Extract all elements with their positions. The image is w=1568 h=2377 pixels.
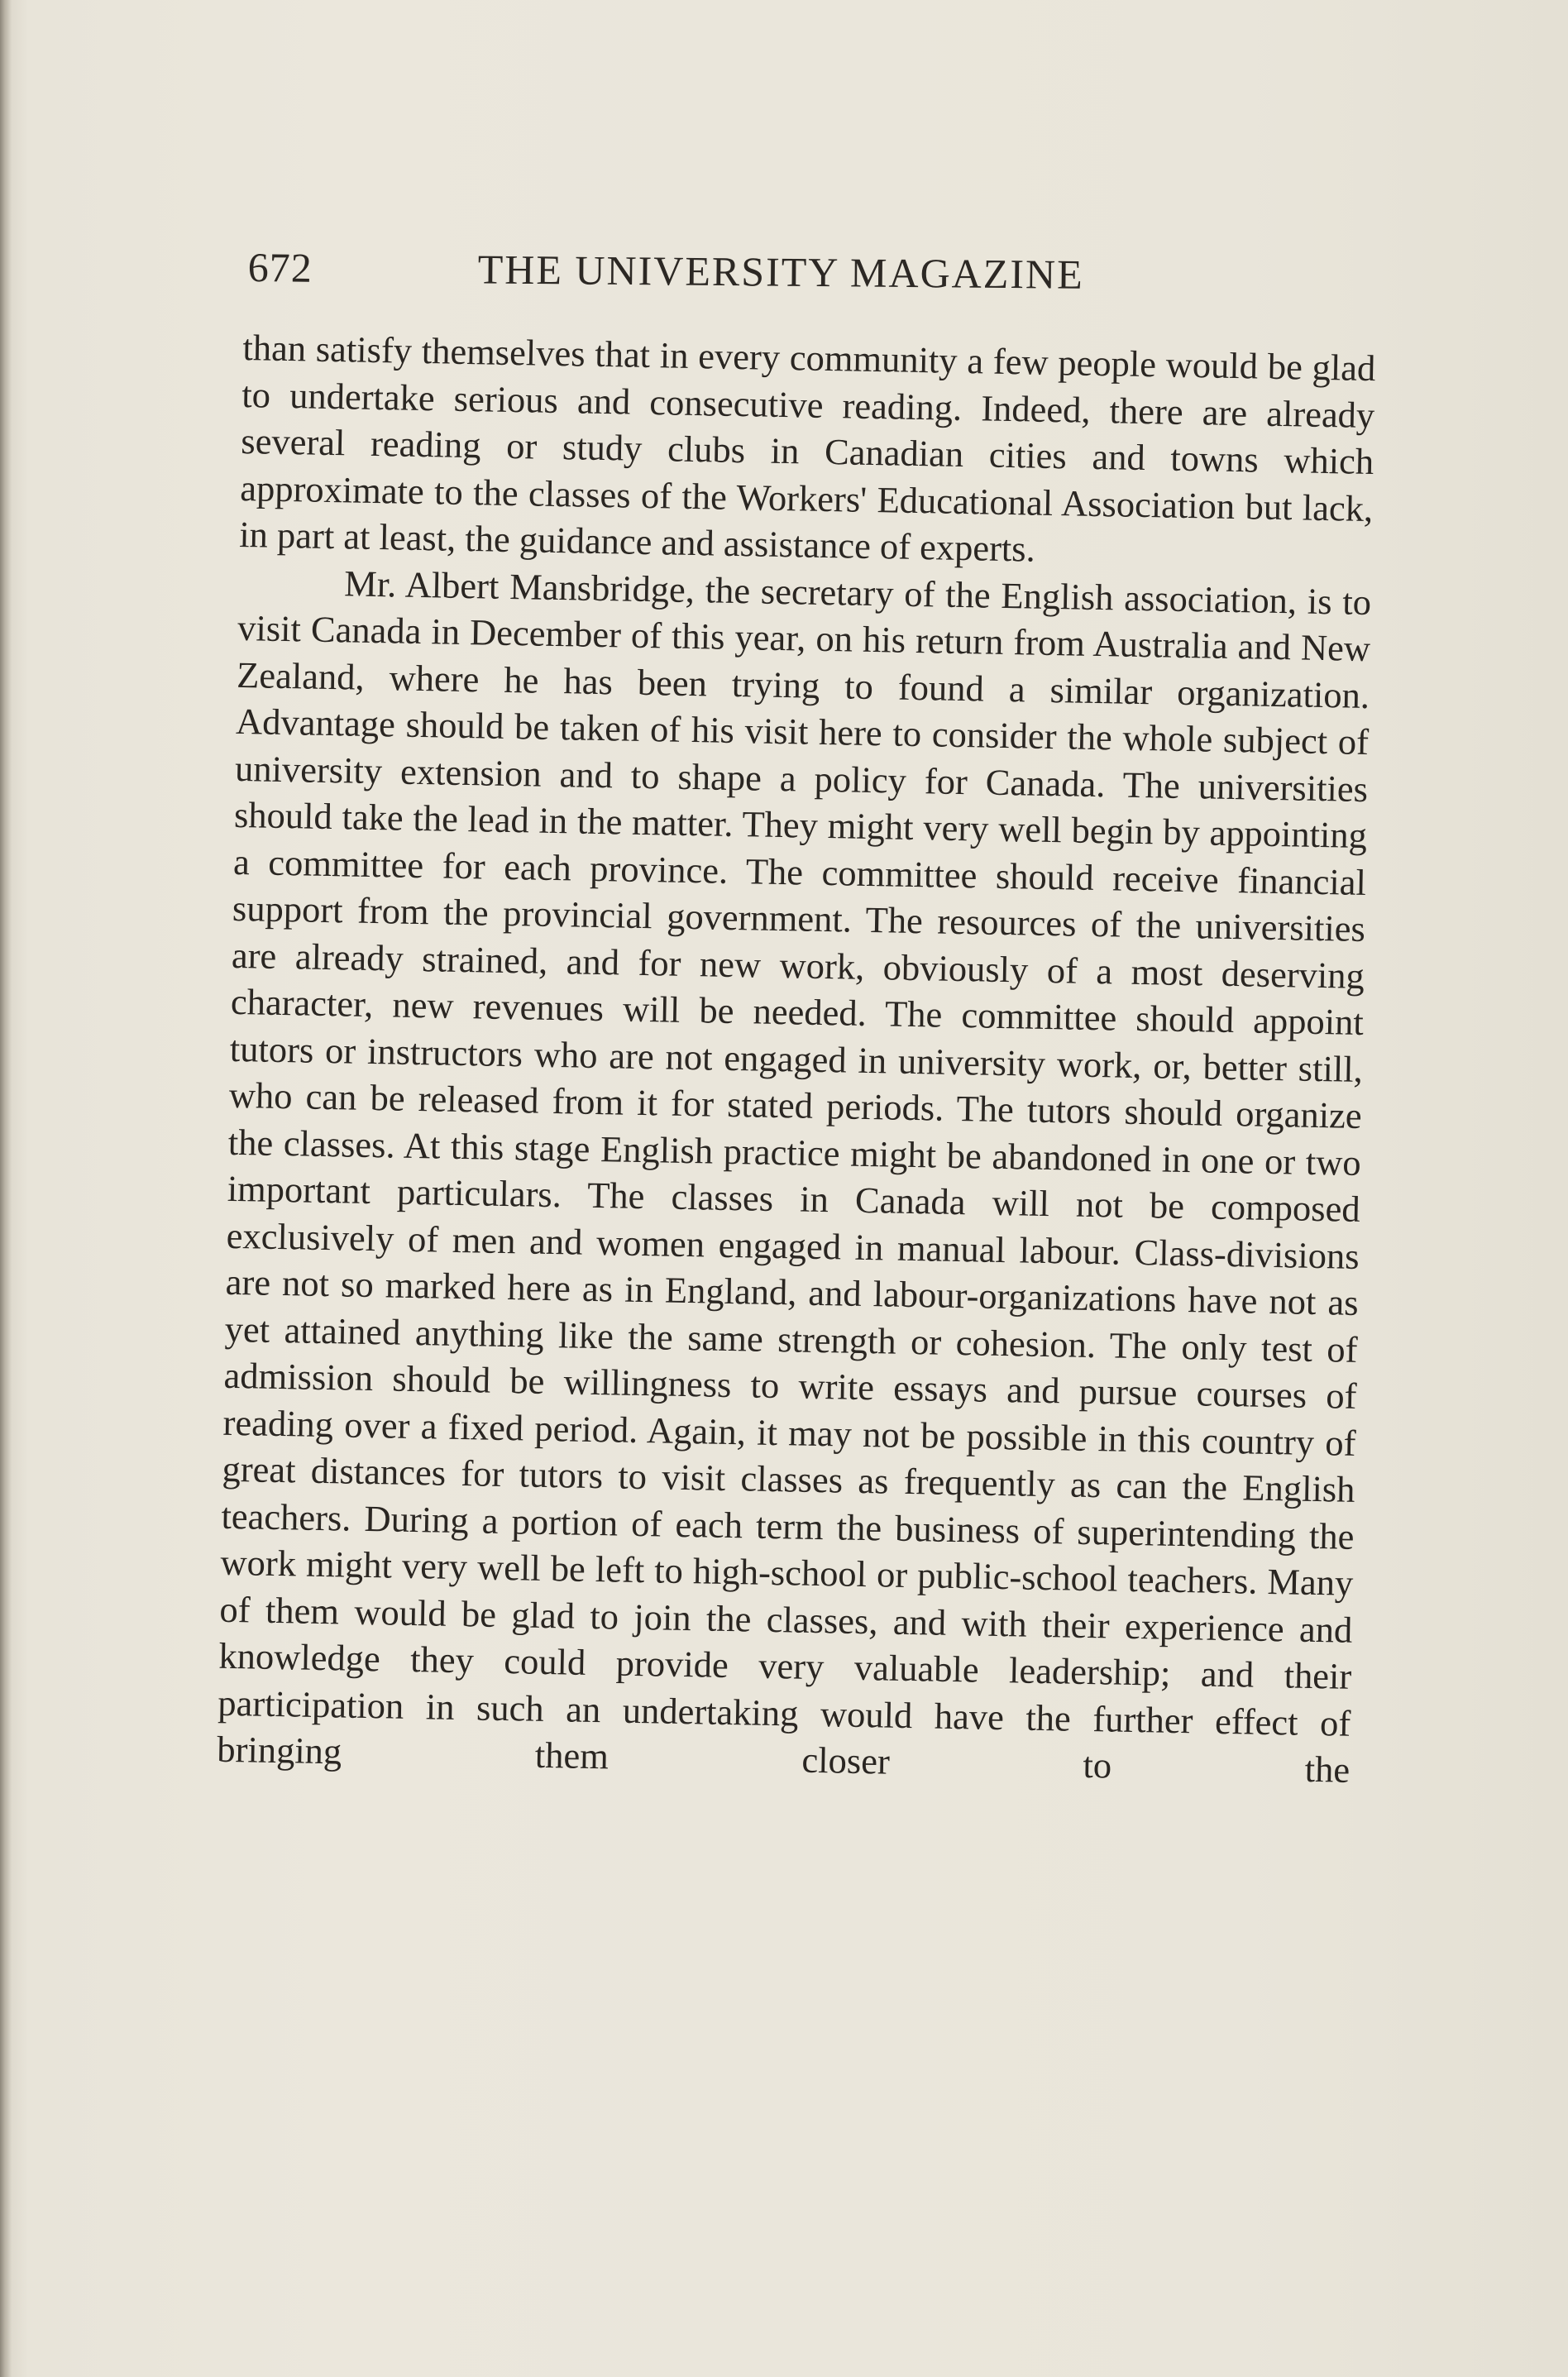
body-text <box>217 324 1376 1793</box>
paragraph-mansbridge: Mr. Albert Mansbridge, the secretary of the English association, is to visit Canada in December of this year, on his return from Australia and New Zealand, where he has been trying to found a similar organization. Advantage should be taken of his visit here to consider the whole subject of university extension and to shape a policy for Canada. The universities should take the lead in the matter. They might very well begin by appointing a committee for each province. The committee should receive financial support from the provincial government. The resources of the universities are already strained, and for new work, obviously of a most deserving character, new revenues will be needed. The committee should appoint tutors or instructors who are not engaged in university work, or, better still, who can be released from it for stated periods. The tutors should organize the classes. At this stage English practice might be abandoned in one or two important particulars. The classes in Canada will not be composed exclusively of men and women engaged in manual labour. Class-divisions are not so marked here as in England, and labour-organizations have not as yet attained anything like the same strength or cohesion. The only test of admission should be willingness to write essays and pursue courses of reading over a fixed period. Again, it may not be possible in this country of great distances for tutors to visit classes as frequently as can the English teachers. During a portion of each term the business of superintending the work might very well be left to high-school or public-school teachers. Many of them would be glad to join the classes, and with their experience and knowledge they could provide very valuable leadership; and their participation in such an undertaking would have the further effect of bringing them closer to the <box>216 562 1372 1791</box>
running-title: THE UNIVERSITY MAGAZINE <box>477 246 1084 298</box>
page-number: 672 <box>247 243 313 291</box>
paragraph-continued: than satisfy themselves that in every community a few people would be glad to undertake serious and consecutive reading. Indeed, there are already several reading or study clubs in Canadian cities and towns which approximate to the classes of the Workers' Educational Association but lack, in part at least, the guidance and assistance of experts. <box>238 326 1376 570</box>
running-head <box>247 243 1141 308</box>
binding-shadow <box>0 0 12 2377</box>
